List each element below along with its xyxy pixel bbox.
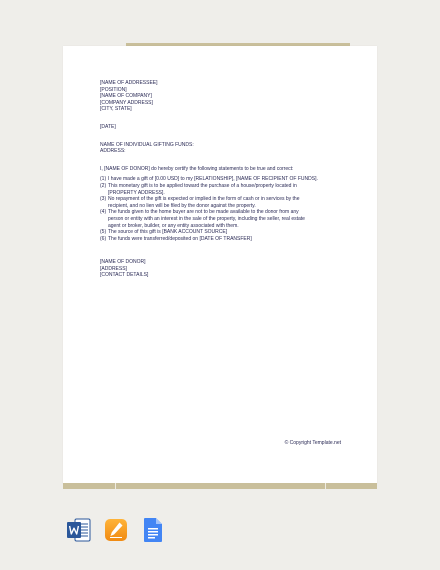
statement-number: (3) — [100, 196, 107, 203]
statement-number: (4) — [100, 209, 107, 216]
statement-text-line: agent or broker, builder, or any entity associated with them. — [108, 222, 239, 229]
document-body — [100, 80, 344, 279]
statement-item — [100, 183, 344, 196]
statement-number: (2) — [100, 182, 107, 189]
statement-text — [108, 183, 344, 196]
addressee-line: [CITY, STATE] — [100, 106, 132, 113]
statement-item — [100, 229, 344, 236]
statement-number: (5) — [100, 229, 107, 236]
addressee-line: [NAME OF ADDRESSEE] — [100, 80, 158, 86]
statement-text-line: The funds were transferred/deposited on [DATE OF TRANSFER] — [108, 235, 252, 242]
date-field: [DATE] — [100, 123, 116, 130]
statement-text-line: person or entity with an interest in the sale of the property, including the seller, real estate — [108, 215, 305, 222]
statement-text — [108, 236, 344, 243]
statement-item — [100, 176, 344, 183]
statement-text — [108, 176, 344, 183]
statement-number: (1) — [100, 176, 107, 183]
google-docs-icon[interactable] — [141, 517, 165, 543]
statement-text-line: This monetary gift is to be applied toward the purchase of a house/property located in — [108, 182, 297, 189]
statement-text — [108, 229, 344, 236]
signature-line: [ADDRESS] — [100, 265, 127, 272]
gifting-name-label: NAME OF INDIVIDUAL GIFTING FUNDS: — [100, 141, 194, 148]
app-icon-row — [67, 517, 165, 543]
statement-text — [108, 209, 344, 229]
certification-intro: I, [NAME OF DONOR] do hereby certify the following statements to be true and correct: — [100, 165, 294, 172]
statement-item — [100, 209, 344, 229]
copyright-text: © Copyright Template.net — [284, 440, 341, 446]
addressee-line: [COMPANY ADDRESS] — [100, 99, 153, 106]
document-page — [63, 46, 377, 484]
statement-text-line: The funds given to the home buyer are not to be made available to the donor from any — [108, 209, 299, 216]
addressee-block — [100, 80, 344, 113]
statement-text-line: [PROPERTY ADDRESS]. — [108, 189, 165, 196]
signature-line: [NAME OF DONOR] — [100, 259, 146, 266]
addressee-line: [NAME OF COMPANY] — [100, 93, 152, 100]
pages-icon[interactable] — [104, 517, 128, 543]
statement-text-line: recipient, and no lien will be filed by the donor against the property. — [108, 202, 256, 209]
statement-text-line: The source of this gift is [BANK ACCOUNT SOURCE] — [108, 229, 228, 236]
statement-text-line: No repayment of the gift is expected or implied in the form of cash or in services by the — [108, 196, 300, 203]
statement-item — [100, 236, 344, 243]
statement-item — [100, 196, 344, 209]
statement-text-line: I have made a gift of [0.00 USD] to my [RELATIONSHIP], [NAME OF RECIPIENT OF FUNDS]. — [108, 176, 318, 183]
addressee-line: [POSITION] — [100, 86, 127, 93]
statement-list — [100, 176, 344, 242]
statement-text — [108, 196, 344, 209]
paper-stack-bottom-edge — [63, 483, 377, 489]
signature-block — [100, 259, 344, 279]
address-label: ADDRESS: — [100, 148, 126, 155]
word-icon[interactable] — [67, 517, 91, 543]
statement-number: (6) — [100, 235, 107, 242]
signature-line: [CONTACT DETAILS] — [100, 272, 149, 279]
